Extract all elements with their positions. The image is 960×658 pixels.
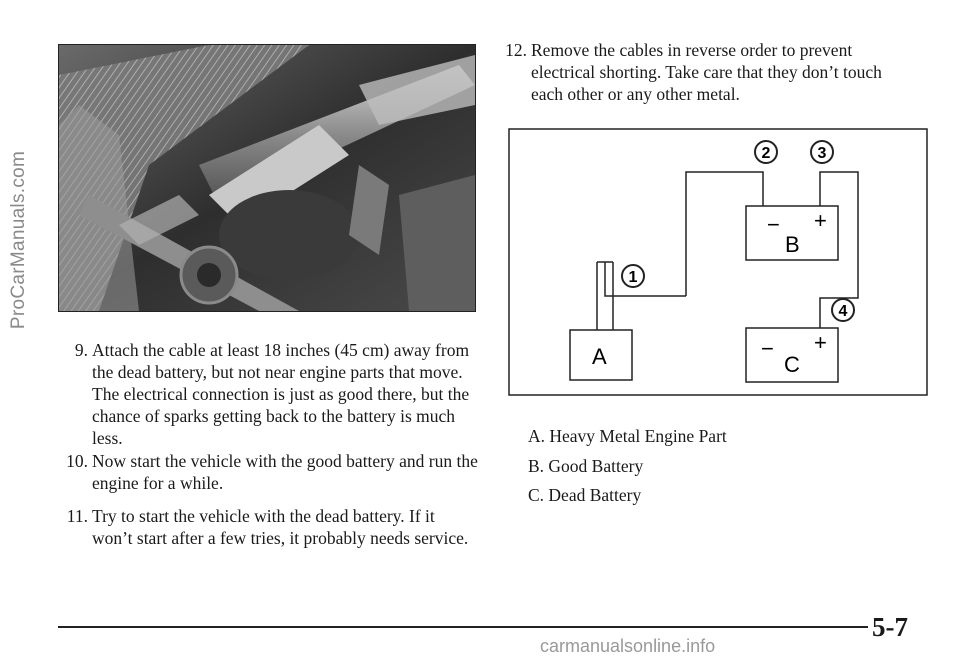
watermark-text: ProCarManuals.com [8, 150, 29, 330]
step-number: 12. [505, 40, 527, 60]
step-number: 11. [66, 506, 88, 526]
instruction-step-9 [58, 339, 478, 449]
battery-c-plus: + [814, 330, 827, 355]
engine-photo-image [59, 45, 475, 311]
callout-1 [622, 265, 644, 287]
callout-2 [755, 141, 777, 163]
step-number: 9. [74, 340, 88, 360]
battery-b-minus: − [767, 212, 780, 237]
callout-1-label: 1 [628, 269, 638, 286]
step-text: Remove the cables in reverse order to prevent electrical shorting. Take care that they don’t touch each other or any other metal. [531, 40, 882, 104]
wire-1-ground [605, 262, 686, 296]
callout-3-label: 3 [817, 145, 827, 162]
engine-part-a-label: A [592, 344, 607, 369]
jump-start-diagram [508, 128, 928, 396]
battery-c-label: C [784, 352, 800, 377]
instruction-step-10 [58, 450, 478, 494]
step-text: Try to start the vehicle with the dead battery. If it won’t start after a few tries, it probably needs service. [92, 506, 469, 548]
legend-item-c: C. Dead Battery [528, 485, 642, 505]
step-text: Attach the cable at least 18 inches (45 cm) away from the dead battery, but not near engine parts that move. The electrical connection is just as good there, but the chance of sparks getting back to the battery is much less. [92, 340, 470, 448]
page-number: 5-7 [872, 612, 908, 642]
callout-4 [832, 299, 854, 321]
footer-rule [58, 626, 868, 628]
engine-photo [58, 44, 476, 312]
battery-c-minus: − [761, 336, 774, 361]
legend-item-b: B. Good Battery [528, 456, 644, 476]
diagram-svg [508, 128, 928, 396]
instruction-step-12 [497, 39, 917, 105]
watermark [4, 60, 34, 420]
battery-b-label: B [785, 232, 800, 257]
footer-credit: carmanualsonline.info [540, 636, 716, 656]
callout-2-label: 2 [761, 145, 771, 162]
instruction-step-11 [58, 505, 478, 549]
callout-3 [811, 141, 833, 163]
step-text: Now start the vehicle with the good battery and run the engine for a while. [92, 451, 478, 493]
legend-item-a: A. Heavy Metal Engine Part [528, 426, 727, 446]
step-number: 10. [66, 451, 88, 471]
battery-b-plus: + [814, 208, 827, 233]
callout-4-label: 4 [838, 303, 848, 320]
